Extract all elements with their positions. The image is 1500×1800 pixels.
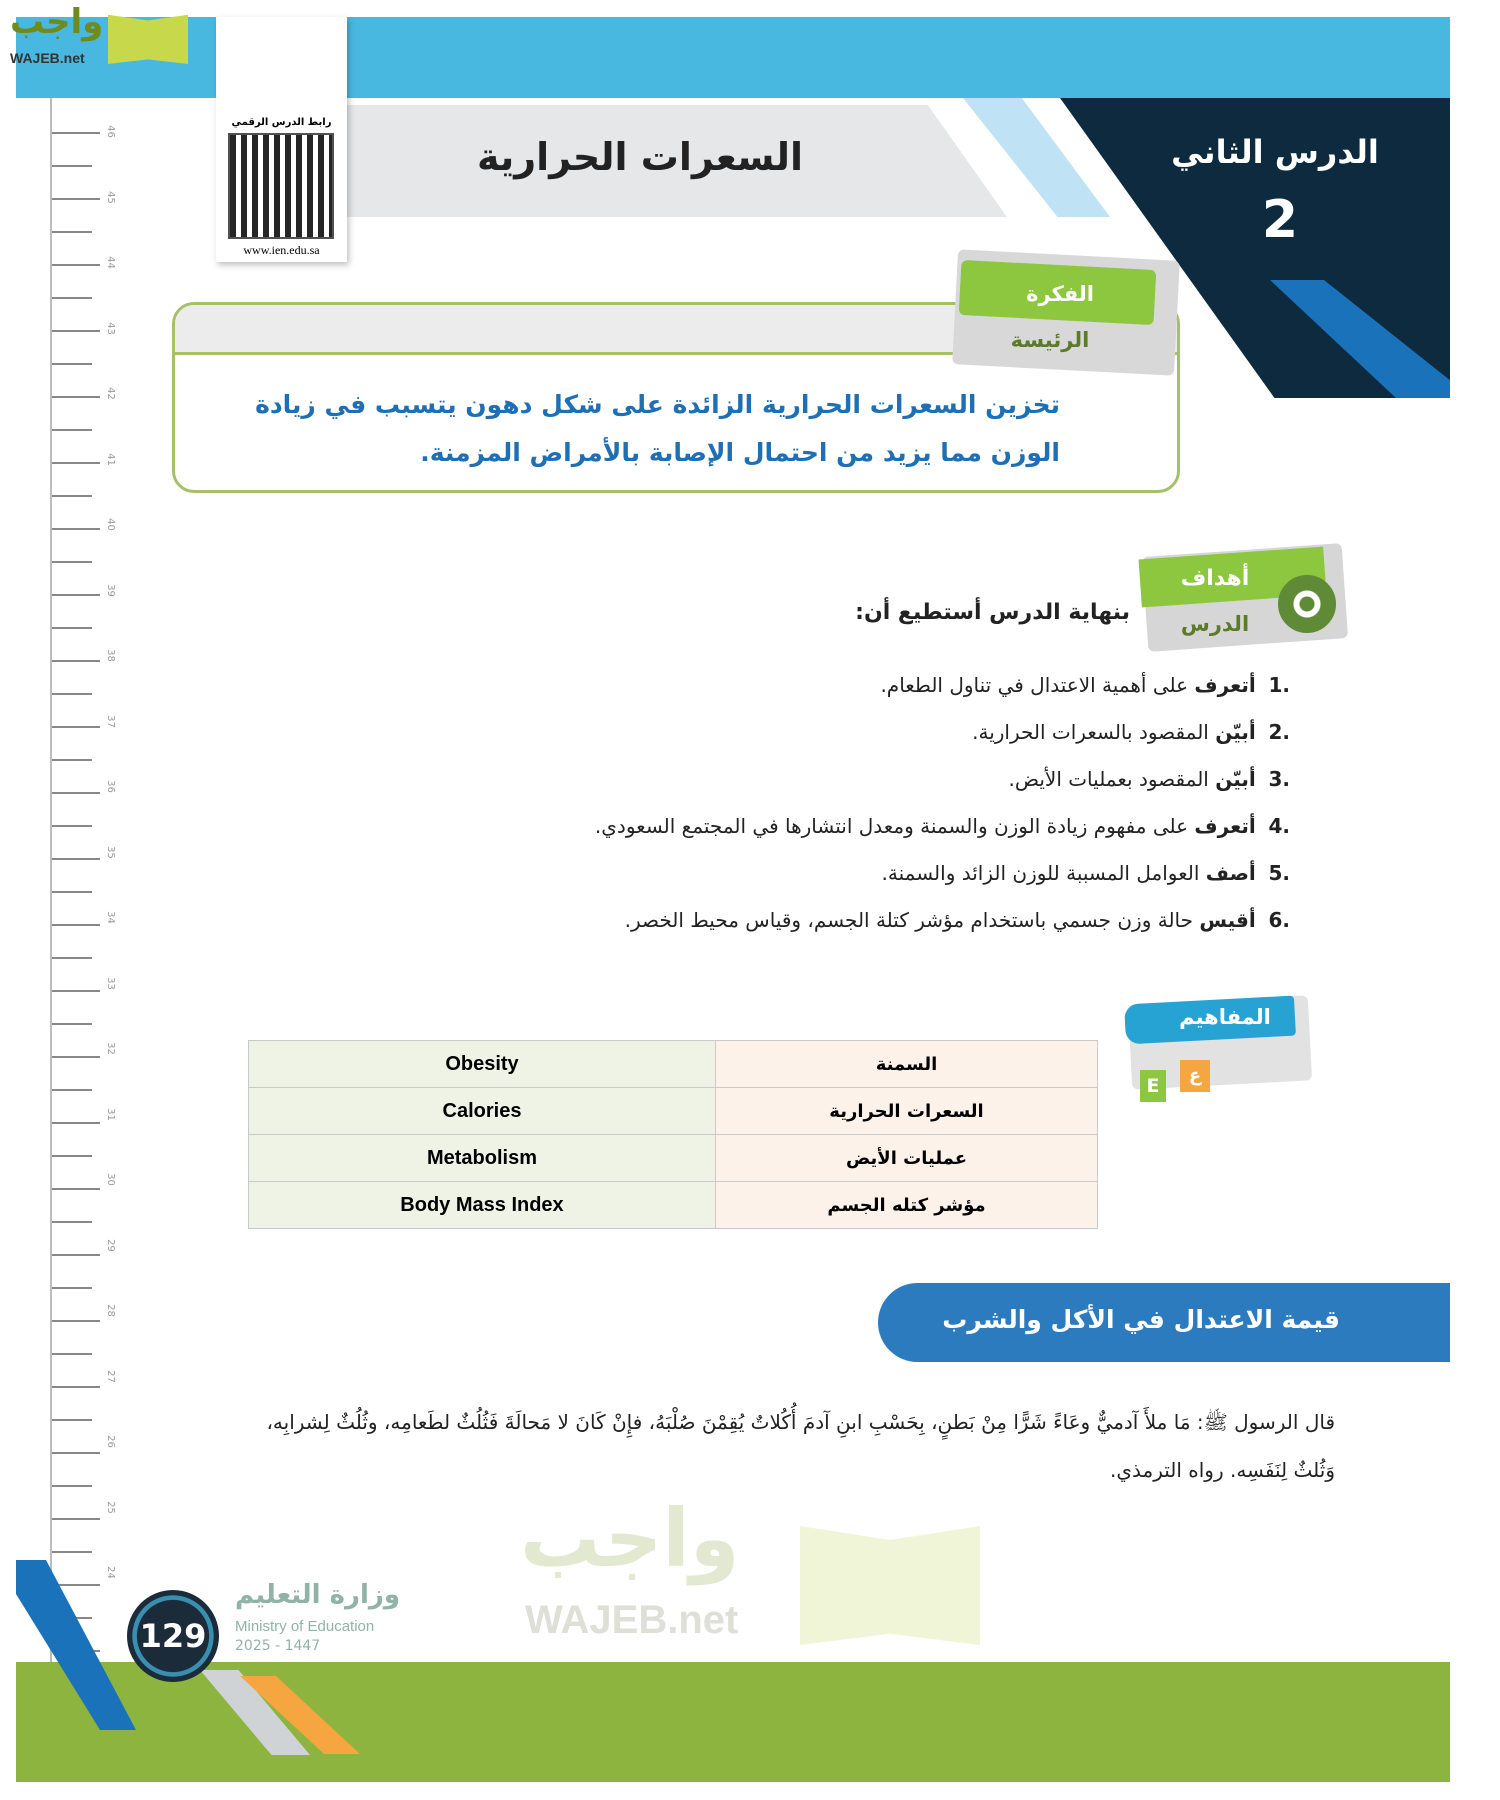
watermark: واجب <box>520 1492 740 1585</box>
ruler-label: 33 <box>104 976 116 990</box>
lesson-number: 2 <box>1261 190 1299 250</box>
wajeb-logo: واجب <box>10 2 104 42</box>
objective-verb: أصف <box>1205 861 1256 885</box>
objectives-label: أهداف <box>1180 566 1250 591</box>
ruler-tick <box>52 1287 92 1289</box>
table-row <box>249 1041 1098 1088</box>
ruler-label: 31 <box>104 1107 116 1121</box>
ruler-label: 24 <box>104 1566 116 1579</box>
objective-verb: أبيّن <box>1215 720 1256 744</box>
ruler-tick <box>52 594 100 596</box>
hadith-text: قال الرسول ﷺ: مَا ملأَ آدميٌّ وعَاءً شَرًّا مِنْ بَطنٍ، بِحَسْبِ ابنِ آدمَ أُكُلاتٌ يُقِمْنَ صُلْبَهُ، فإِنْ كَانَ لا مَحالَةَ فَثُلُثٌ لطَعامِه، وثُلُثٌ لِشرابِه، <box>266 1410 1335 1434</box>
ruler-label: 36 <box>104 780 116 793</box>
ruler-tick <box>52 1485 92 1487</box>
target-icon <box>1278 575 1336 633</box>
ruler-tick <box>52 1353 92 1355</box>
concept-ar: السمنة <box>716 1041 1098 1088</box>
ruler-tick <box>52 660 100 662</box>
main-idea-label: الفكرة <box>1026 282 1094 306</box>
objective-number: .4 <box>1268 814 1290 838</box>
concepts-table <box>248 1040 1098 1229</box>
wajeb-logo-book-icon <box>108 6 188 64</box>
ruler-tick <box>52 891 92 893</box>
concept-ar: مؤشر كتله الجسم <box>716 1182 1098 1229</box>
concept-ar: عمليات الأيض <box>716 1135 1098 1182</box>
ruler-label: 27 <box>104 1369 116 1383</box>
ruler-tick <box>52 924 100 926</box>
qr-code-icon[interactable] <box>228 133 334 239</box>
objective-item <box>300 720 1290 744</box>
objective-number: .6 <box>1268 908 1290 932</box>
ruler-label: 44 <box>104 256 116 269</box>
ruler-tick <box>52 1122 100 1124</box>
main-idea-text: تخزين السعرات الحرارية الزائدة على شكل دهون يتسبب في زيادة <box>255 390 1060 419</box>
ruler-tick <box>52 957 92 959</box>
ruler-tick <box>52 561 92 563</box>
ruler-tick <box>52 1023 92 1025</box>
ruler-label: 30 <box>104 1173 116 1186</box>
ruler-tick <box>52 1320 100 1322</box>
objective-number: .3 <box>1268 767 1290 791</box>
ruler-label: 42 <box>104 387 116 400</box>
ruler-tick <box>52 1419 92 1421</box>
page-number: 129 <box>127 1590 219 1682</box>
objective-item <box>300 767 1290 791</box>
hadith-text: وَثُلثٌ لِنَفَسِه. رواه الترمذي. <box>1109 1458 1335 1482</box>
concept-en: Body Mass Index <box>249 1182 716 1229</box>
objective-item <box>300 861 1290 885</box>
ruler-label: 43 <box>104 321 116 335</box>
concepts-label: المفاهيم <box>1179 1005 1271 1029</box>
ruler-label: 28 <box>104 1304 116 1317</box>
ruler-tick <box>52 1056 100 1058</box>
objective-text: على مفهوم زيادة الوزن والسمنة ومعدل انتشارها في المجتمع السعودي. <box>594 814 1195 838</box>
objective-text: المقصود بعمليات الأيض. <box>1008 767 1216 791</box>
table-row <box>249 1088 1098 1135</box>
concept-en: Obesity <box>249 1041 716 1088</box>
wajeb-logo-text: WAJEB.net <box>10 50 85 66</box>
english-icon: E <box>1140 1070 1166 1102</box>
objective-verb: أقيس <box>1199 908 1256 932</box>
ruler-tick <box>52 990 100 992</box>
ruler-tick <box>52 1155 92 1157</box>
ruler-label: 46 <box>104 125 116 138</box>
section-title: قيمة الاعتدال في الأكل والشرب <box>942 1305 1340 1334</box>
ruler-label: 29 <box>104 1238 116 1252</box>
ruler-tick <box>52 1518 100 1520</box>
main-idea-text: الوزن مما يزيد من احتمال الإصابة بالأمراض المزمنة. <box>420 438 1060 467</box>
concept-en: Calories <box>249 1088 716 1135</box>
objective-text: المقصود بالسعرات الحرارية. <box>972 720 1216 744</box>
ruler <box>50 98 52 1708</box>
objective-verb: أبيّن <box>1215 767 1256 791</box>
table-row <box>249 1182 1098 1229</box>
objective-verb: أتعرف <box>1194 814 1256 838</box>
ruler-tick <box>52 1551 92 1553</box>
ruler-tick <box>52 462 100 464</box>
ruler-tick <box>52 429 92 431</box>
objective-text: العوامل المسببة للوزن الزائد والسمنة. <box>881 861 1206 885</box>
ruler-label: 34 <box>104 911 116 924</box>
ruler-label: 40 <box>104 518 116 531</box>
ruler-label: 26 <box>104 1435 116 1448</box>
ruler-tick <box>52 858 100 860</box>
ruler-tick <box>52 726 100 728</box>
ruler-label: 25 <box>104 1500 116 1514</box>
ruler-tick <box>52 165 92 167</box>
table-row <box>249 1135 1098 1182</box>
ruler-tick <box>52 528 100 530</box>
objective-item <box>300 814 1290 838</box>
ruler-tick <box>52 1386 100 1388</box>
ministry-name: Ministry of Education <box>235 1618 375 1635</box>
ruler-tick <box>52 330 100 332</box>
objective-number: .2 <box>1268 720 1290 744</box>
concept-ar: السعرات الحرارية <box>716 1088 1098 1135</box>
ruler-tick <box>52 264 100 266</box>
objective-item <box>300 673 1290 697</box>
watermark-book-icon <box>800 1505 980 1645</box>
ruler-tick <box>52 132 100 134</box>
objective-text: حالة وزن جسمي باستخدام مؤشر كتلة الجسم، وقياس محيط الخصر. <box>624 908 1200 932</box>
ruler-tick <box>52 1221 92 1223</box>
ruler-label: 41 <box>104 452 116 466</box>
ruler-tick <box>52 297 92 299</box>
ruler-tick <box>52 627 92 629</box>
objectives-heading: بنهاية الدرس أستطيع أن: <box>855 600 1130 625</box>
arabic-icon: ع <box>1180 1060 1210 1092</box>
watermark-text: WAJEB.net <box>525 1598 739 1642</box>
ruler-tick <box>52 198 100 200</box>
ruler-label: 35 <box>104 845 116 859</box>
objectives-label: الدرس <box>1180 612 1250 636</box>
ruler-tick <box>52 363 92 365</box>
ruler-tick <box>52 396 100 398</box>
qr-card[interactable] <box>216 17 347 262</box>
ruler-tick <box>52 1188 100 1190</box>
ruler-label: 45 <box>104 190 116 204</box>
ruler-tick <box>52 759 92 761</box>
ruler-label: 32 <box>104 1042 116 1055</box>
main-idea-label: الرئيسة <box>1010 328 1090 352</box>
ruler-label: 39 <box>104 583 116 597</box>
ruler-tick <box>52 825 92 827</box>
ruler-tick <box>52 231 92 233</box>
ruler-tick <box>52 1254 100 1256</box>
page-title: السعرات الحرارية <box>476 135 804 179</box>
lesson-label: الدرس الثاني <box>1171 133 1379 171</box>
ruler-label: 38 <box>104 649 116 662</box>
ruler-label: 37 <box>104 714 116 728</box>
ruler-tick <box>52 792 100 794</box>
ruler-tick <box>52 693 92 695</box>
qr-label: رابط الدرس الرقمي <box>231 117 332 128</box>
ruler-tick <box>52 1089 92 1091</box>
ministry-year: 2025 - 1447 <box>235 1638 321 1654</box>
objective-number: .1 <box>1268 673 1290 697</box>
objective-verb: أتعرف <box>1194 673 1256 697</box>
qr-url[interactable]: www.ien.edu.sa <box>243 243 320 257</box>
concept-en: Metabolism <box>249 1135 716 1182</box>
ruler-tick <box>52 1452 100 1454</box>
objective-item <box>300 908 1290 932</box>
ministry-logo: وزارة التعليم <box>235 1580 400 1610</box>
ruler-tick <box>52 495 92 497</box>
objective-text: على أهمية الاعتدال في تناول الطعام. <box>880 673 1195 697</box>
objective-number: .5 <box>1268 861 1290 885</box>
